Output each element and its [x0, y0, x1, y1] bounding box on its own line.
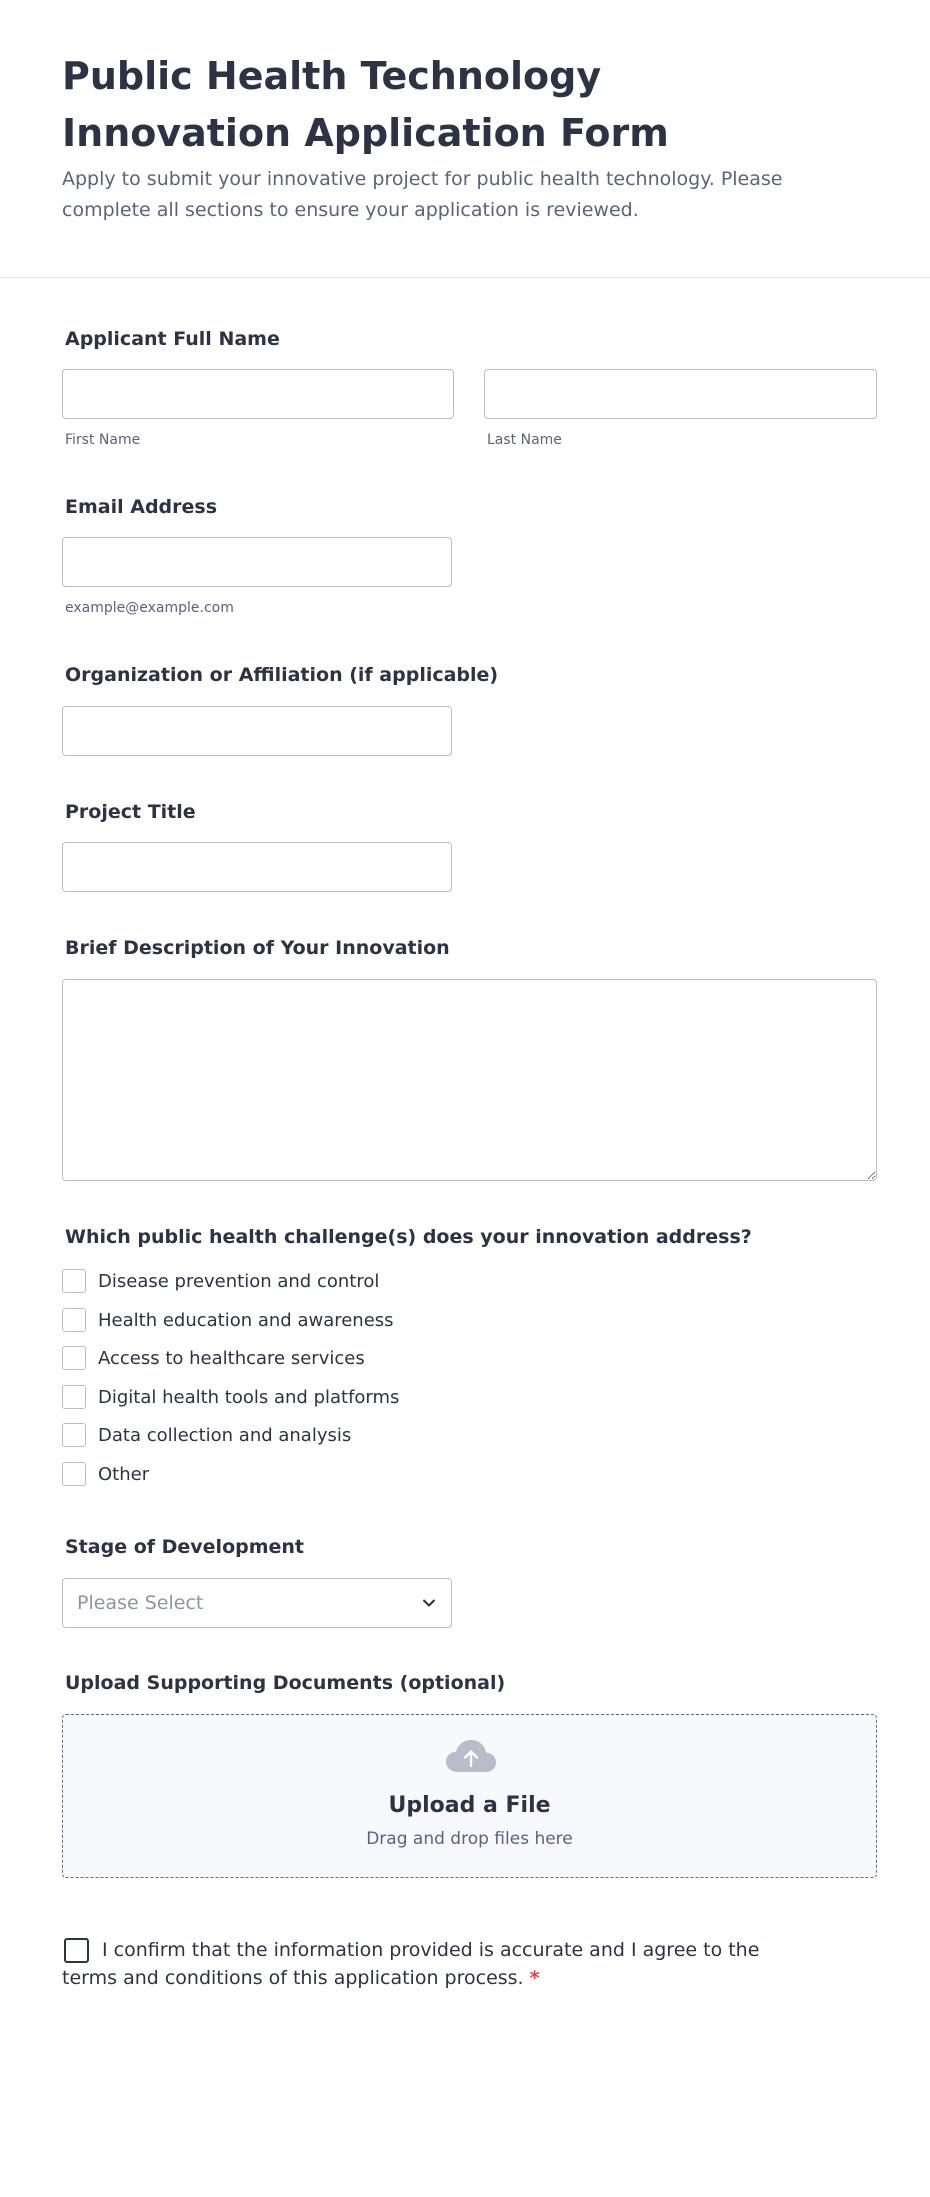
last-name-input[interactable] [484, 369, 877, 419]
first-name-sublabel: First Name [65, 432, 141, 448]
checkbox-option[interactable] [62, 1307, 394, 1333]
upload-subtitle: Drag and drop files here [366, 1829, 573, 1849]
checkbox[interactable] [62, 1308, 86, 1332]
checkbox-option[interactable] [62, 1461, 149, 1487]
chevron-down-icon [419, 1593, 439, 1613]
email-field[interactable] [62, 537, 452, 587]
confirm-label [62, 1936, 762, 1992]
checkbox-option[interactable] [62, 1422, 351, 1448]
description-label: Brief Description of Your Innovation [65, 937, 450, 959]
checkbox-label: Digital health tools and platforms [98, 1386, 400, 1408]
organization-label: Organization or Affiliation (if applicable) [65, 664, 499, 686]
upload-title: Upload a File [388, 1793, 551, 1818]
email-label: Email Address [65, 496, 218, 518]
checkbox-option[interactable] [62, 1384, 399, 1410]
confirm-text: I confirm that the information provided is accurate and I agree to the terms and conditions of this application process. [62, 1939, 760, 1989]
organization-input[interactable] [62, 706, 452, 756]
cloud-upload-icon [445, 1739, 497, 1773]
checkbox[interactable] [62, 1269, 86, 1293]
stage-label: Stage of Development [65, 1536, 305, 1558]
checkbox-label: Disease prevention and control [98, 1270, 380, 1292]
stage-select[interactable] [62, 1578, 452, 1628]
full-name-label: Applicant Full Name [65, 328, 280, 350]
description-textarea[interactable] [62, 979, 877, 1181]
challenges-label: Which public health challenge(s) does your innovation address? [65, 1226, 752, 1248]
email-sublabel: example@example.com [65, 600, 234, 616]
checkbox-label: Access to healthcare services [98, 1347, 365, 1369]
checkbox-option[interactable] [62, 1345, 365, 1371]
project-title-label: Project Title [65, 801, 196, 823]
checkbox-label: Data collection and analysis [98, 1424, 352, 1446]
project-title-input[interactable] [62, 842, 452, 892]
upload-label: Upload Supporting Documents (optional) [65, 1672, 506, 1694]
file-upload-dropzone[interactable] [62, 1714, 877, 1878]
first-name-input[interactable] [62, 369, 454, 419]
form-header [0, 0, 930, 278]
last-name-sublabel: Last Name [487, 432, 562, 448]
checkbox-label: Other [98, 1463, 150, 1485]
checkbox[interactable] [62, 1423, 86, 1447]
checkbox[interactable] [62, 1385, 86, 1409]
checkbox[interactable] [62, 1462, 86, 1486]
checkbox-label: Health education and awareness [98, 1309, 394, 1331]
page-subtitle: Apply to submit your innovative project for public health technology. Please complete all sections to ensure your application is reviewed. [62, 168, 783, 221]
checkbox[interactable] [62, 1346, 86, 1370]
stage-select-value: Please Select [77, 1592, 204, 1614]
checkbox-option[interactable] [62, 1268, 379, 1294]
required-mark: * [529, 1967, 540, 1989]
page-title: Public Health Technology Innovation Application Form [62, 54, 669, 155]
